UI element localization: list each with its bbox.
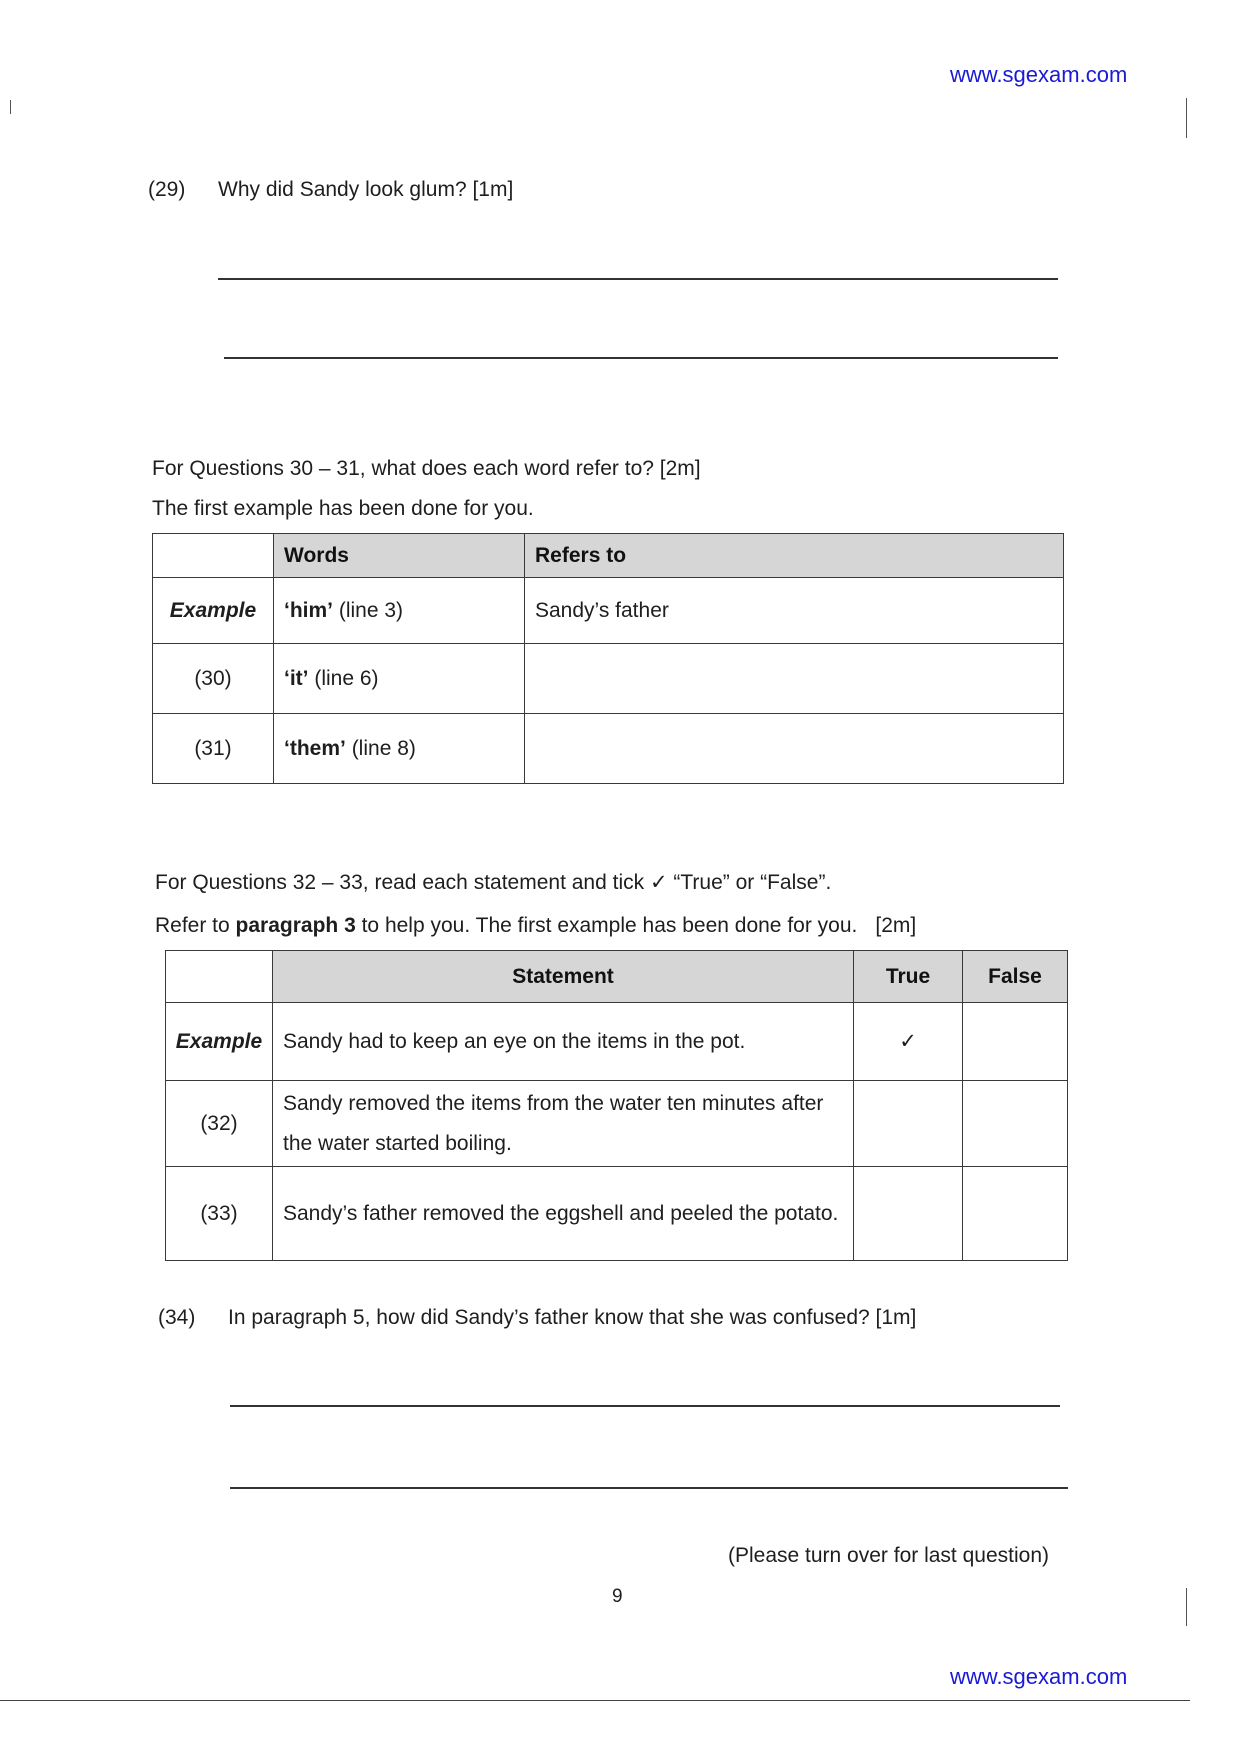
scan-mark bbox=[10, 100, 11, 114]
header-blank bbox=[166, 951, 273, 1003]
header-true: True bbox=[854, 951, 963, 1003]
table-header-row bbox=[153, 534, 1064, 578]
statement-cell: Sandy’s father removed the eggshell and peeled the potato. bbox=[273, 1167, 854, 1261]
turn-over-note: (Please turn over for last question) bbox=[728, 1544, 1049, 1567]
page-number: 9 bbox=[612, 1586, 623, 1607]
statement-cell: Sandy removed the items from the water ten minutes after the water started boiling. bbox=[273, 1081, 854, 1167]
bottom-rule bbox=[0, 1700, 1190, 1701]
header-blank bbox=[153, 534, 274, 578]
answer-line-q29-1[interactable] bbox=[218, 278, 1058, 280]
section-a-example-note: The first example has been done for you. bbox=[152, 497, 534, 520]
answer-line-q34-2[interactable] bbox=[230, 1487, 1068, 1489]
true-tick-cell[interactable]: ✓ bbox=[854, 1003, 963, 1081]
row-label: (32) bbox=[166, 1081, 273, 1167]
q34-number: (34) bbox=[158, 1306, 196, 1329]
section-b-reference-note: Refer to paragraph 3 to help you. The first example has been done for you. [2m] bbox=[155, 914, 917, 937]
word-cell: ‘it’ (line 6) bbox=[274, 644, 525, 714]
table-header-row bbox=[166, 951, 1068, 1003]
false-tick-cell[interactable] bbox=[963, 1167, 1068, 1261]
site-url-bottom[interactable]: www.sgexam.com bbox=[950, 1664, 1128, 1689]
refers-to-table bbox=[152, 533, 1064, 784]
word-cell: ‘them’ (line 8) bbox=[274, 714, 525, 784]
row-label: (33) bbox=[166, 1167, 273, 1261]
header-refers-to: Refers to bbox=[525, 534, 1064, 578]
table-row bbox=[166, 1167, 1068, 1261]
section-b-instruction: For Questions 32 – 33, read each statement and tick ✓ “True” or “False”. bbox=[155, 871, 832, 894]
site-url-top[interactable]: www.sgexam.com bbox=[950, 62, 1128, 87]
true-tick-cell[interactable] bbox=[854, 1081, 963, 1167]
q29-number: (29) bbox=[148, 178, 186, 201]
table-row bbox=[153, 644, 1064, 714]
false-tick-cell[interactable] bbox=[963, 1003, 1068, 1081]
false-tick-cell[interactable] bbox=[963, 1081, 1068, 1167]
row-label: (31) bbox=[153, 714, 274, 784]
scan-mark bbox=[1186, 98, 1187, 138]
table-row bbox=[153, 714, 1064, 784]
header-statement: Statement bbox=[273, 951, 854, 1003]
table-row bbox=[166, 1081, 1068, 1167]
q29-text: Why did Sandy look glum? [1m] bbox=[218, 178, 514, 201]
q34-text: In paragraph 5, how did Sandy’s father know that she was confused? [1m] bbox=[228, 1306, 917, 1329]
refers-answer-cell[interactable] bbox=[525, 714, 1064, 784]
row-label: Example bbox=[166, 1003, 273, 1081]
scan-mark bbox=[1186, 1588, 1187, 1626]
header-false: False bbox=[963, 951, 1068, 1003]
refers-answer-cell[interactable] bbox=[525, 644, 1064, 714]
true-tick-cell[interactable] bbox=[854, 1167, 963, 1261]
table-row bbox=[153, 578, 1064, 644]
row-label: (30) bbox=[153, 644, 274, 714]
statement-cell: Sandy had to keep an eye on the items in the pot. bbox=[273, 1003, 854, 1081]
answer-line-q34-1[interactable] bbox=[230, 1405, 1060, 1407]
refers-answer-cell: Sandy’s father bbox=[525, 578, 1064, 644]
answer-line-q29-2[interactable] bbox=[224, 357, 1058, 359]
table-row bbox=[166, 1003, 1068, 1081]
row-label: Example bbox=[153, 578, 274, 644]
word-cell: ‘him’ (line 3) bbox=[274, 578, 525, 644]
section-a-instruction: For Questions 30 – 31, what does each word refer to? [2m] bbox=[152, 457, 701, 480]
true-false-table bbox=[165, 950, 1068, 1261]
header-words: Words bbox=[274, 534, 525, 578]
